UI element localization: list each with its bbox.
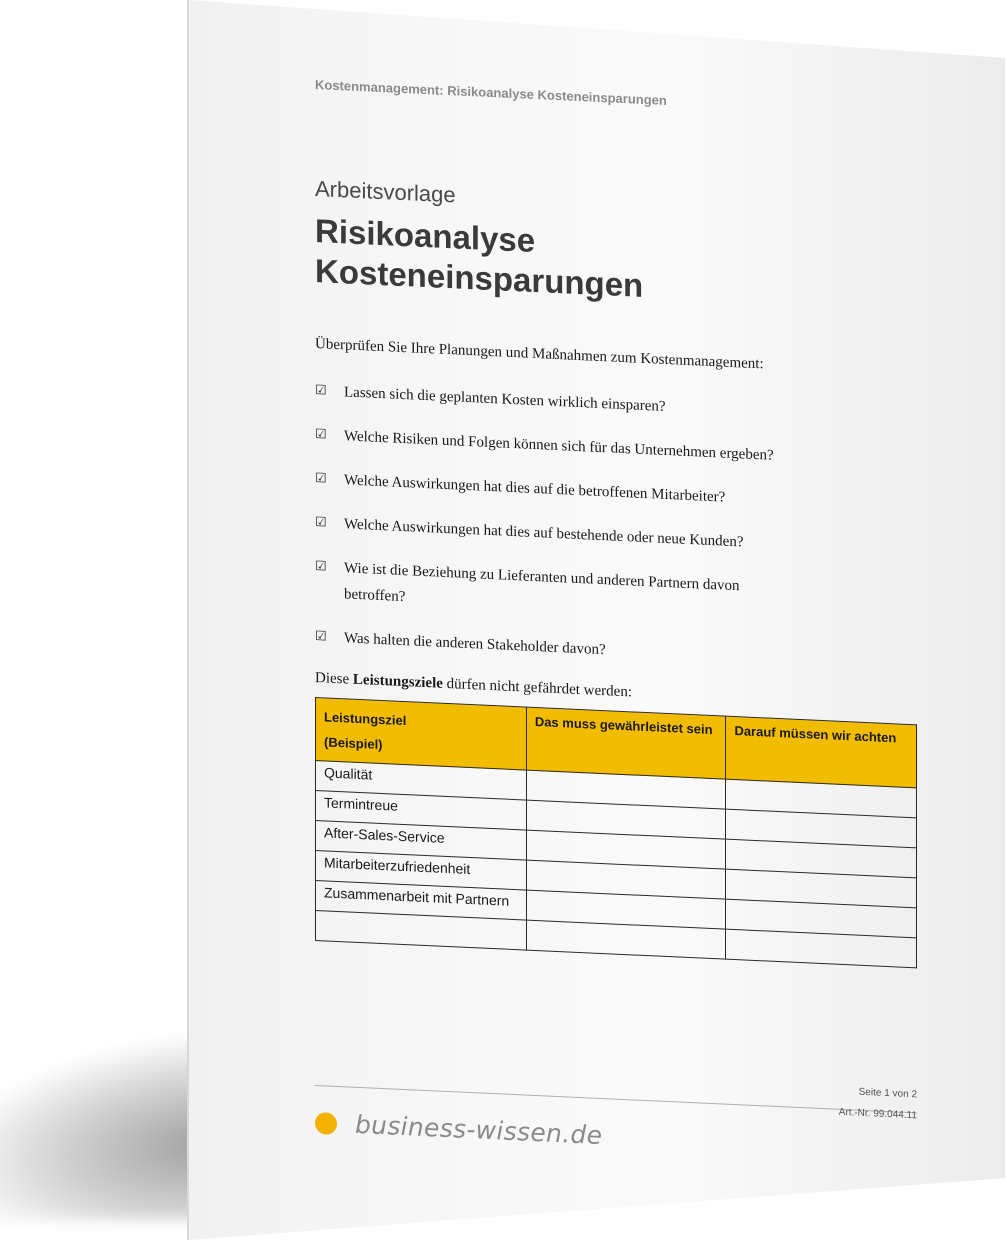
running-header: Kostenmanagement: Risikoanalyse Kosteneinsparungen — [315, 77, 667, 108]
table-intro-bold: Leistungsziele — [352, 671, 443, 692]
checklist-item-text: Welche Auswirkungen hat dies auf die betroffenen Mitarbeiter? — [344, 472, 726, 506]
intro-text: Überprüfen Sie Ihre Planungen und Maßnahmen zum Kostenmanagement: — [315, 336, 764, 373]
checklist-item-text: Welche Risiken und Folgen können sich für das Unternehmen ergeben? — [344, 428, 774, 464]
table-cell-goal: After-Sales-Service — [316, 821, 527, 861]
checked-box-icon: ☑ — [315, 427, 327, 443]
table-cell-goal: Termintreue — [316, 791, 527, 831]
checklist-item — [315, 554, 785, 627]
checklist-item-text: Was halten die anderen Stakeholder davon? — [344, 630, 606, 659]
table-intro-pre: Diese — [315, 670, 353, 688]
checked-box-icon: ☑ — [315, 515, 327, 531]
header-cell-guarantee: Das muss gewährleistet sein — [526, 707, 726, 779]
title-line-1: Risikoanalyse — [315, 212, 536, 259]
page-number: Seite 1 von 2 — [858, 1086, 917, 1101]
checklist-item-text: Welche Auswirkungen hat dies auf bestehende oder neue Kunden? — [344, 516, 744, 551]
document-title — [315, 211, 643, 306]
checklist-item — [315, 624, 785, 671]
header-goal-line-2: (Beispiel) — [324, 734, 383, 753]
logo-text: business-wissen.de — [355, 1109, 603, 1151]
header-cell-attention: Darauf müssen wir achten — [726, 716, 917, 788]
header-cell-goal — [316, 698, 527, 771]
checked-box-icon: ☑ — [315, 559, 327, 575]
header-goal-line-1: Leistungsziel — [324, 709, 407, 729]
logo-dot-icon — [315, 1112, 337, 1135]
goals-table — [315, 697, 917, 968]
checklist-item-text: Wie ist die Beziehung zu Lieferanten und anderen Partnern davon betroffen? — [344, 560, 740, 606]
checklist-item — [315, 510, 785, 557]
table-intro — [315, 670, 632, 701]
table-cell-goal: Qualität — [316, 761, 527, 801]
article-number: Art.-Nr. 99.044.11 — [838, 1106, 917, 1122]
checked-box-icon: ☑ — [315, 383, 327, 399]
checked-box-icon: ☑ — [315, 629, 327, 645]
title-line-2: Kosteneinsparungen — [315, 252, 644, 304]
document-subtitle: Arbeitsvorlage — [315, 176, 456, 208]
table-cell-goal: Zusammenarbeit mit Partnern — [316, 881, 527, 921]
checked-box-icon: ☑ — [315, 471, 327, 487]
checklist-item — [315, 378, 785, 425]
checklist — [315, 378, 785, 671]
table-intro-post: dürfen nicht gefährdet werden: — [442, 675, 632, 701]
checklist-item-text: Lassen sich die geplanten Kosten wirklich einsparen? — [344, 384, 666, 415]
brand-logo — [315, 1108, 602, 1150]
checklist-item — [315, 466, 785, 513]
checklist-item — [315, 422, 785, 469]
table-cell-goal: Mitarbeiterzufriedenheit — [316, 851, 527, 891]
